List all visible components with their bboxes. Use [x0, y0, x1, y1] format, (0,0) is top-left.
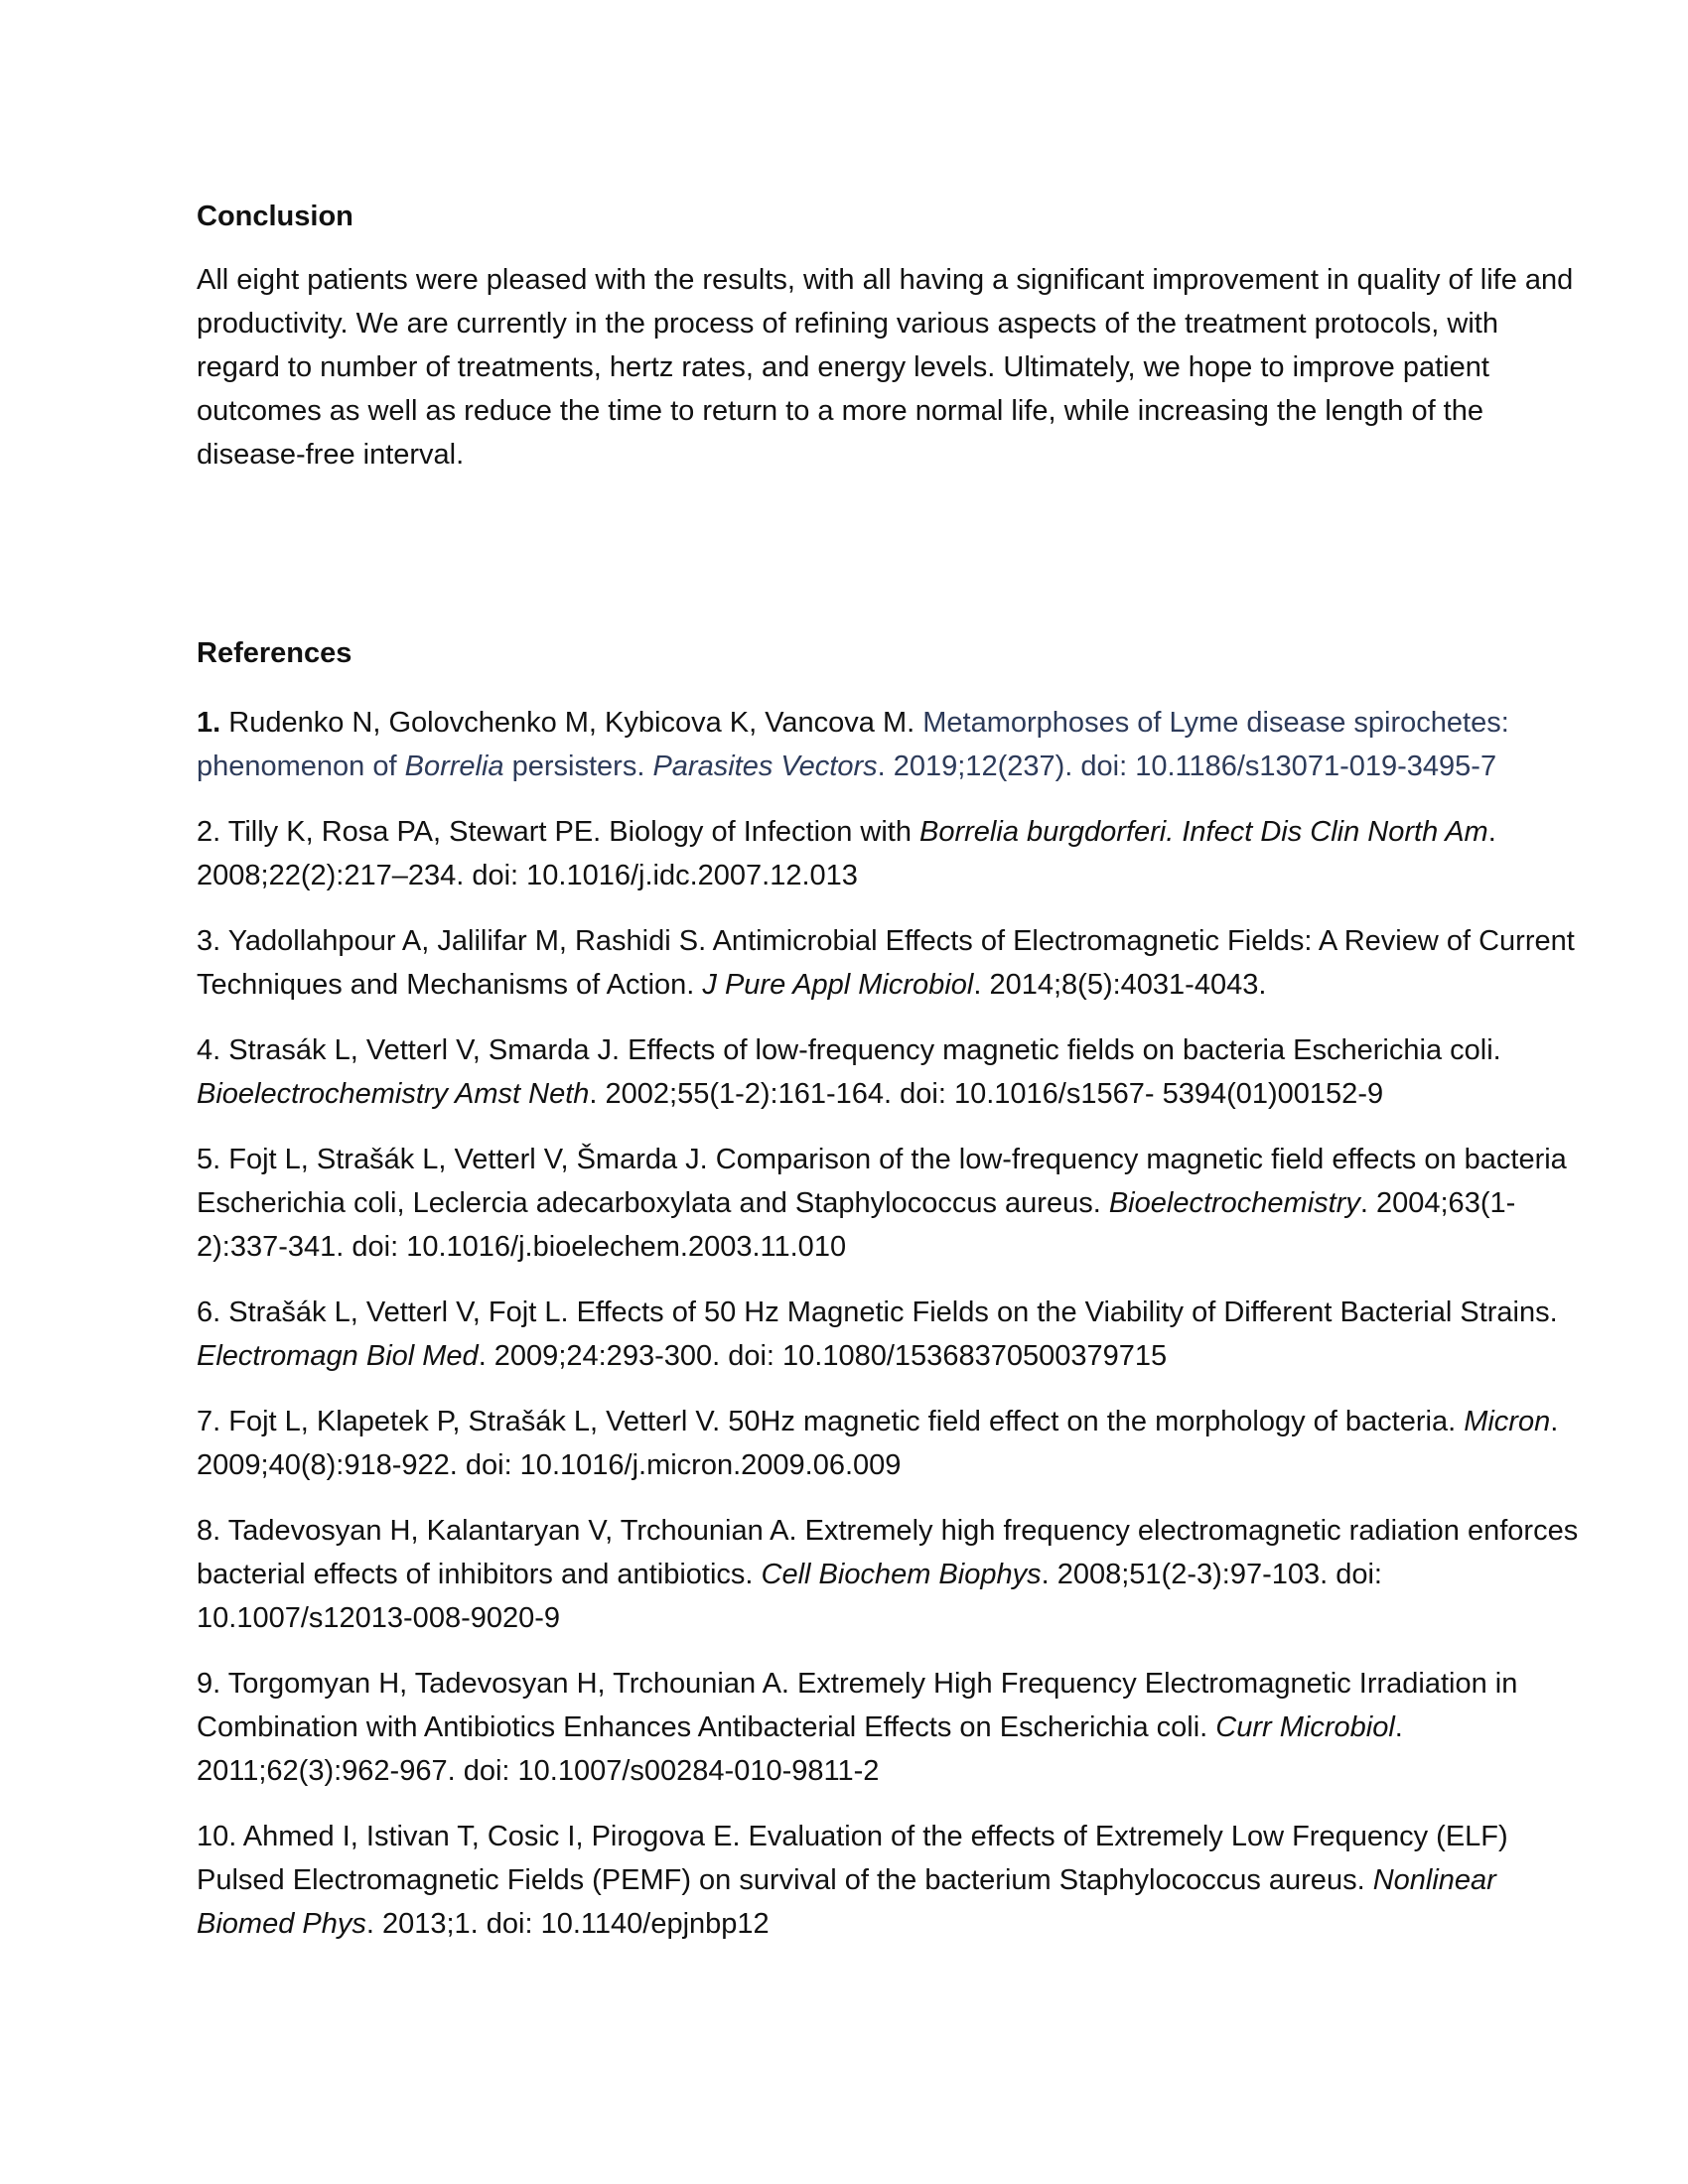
- reference-text: 8. Tadevosyan H, Kalantaryan V, Trchounian A. Extremely high frequency electromagnetic radiation enforces bacterial effects of inhibitors and antibiotics.: [197, 1515, 1579, 1590]
- reference-text: 6. Strašák L, Vetterl V, Fojt L. Effects of 50 Hz Magnetic Fields on the Viability of Different Bacterial Strains.: [197, 1297, 1558, 1328]
- reference-citation: . 2004;63(1-2):337-341. doi: 10.1016/j.bioelechem.2003.11.010: [197, 1187, 1516, 1263]
- reference-authors: Rudenko N, Golovchenko M, Kybicova K, Vancova M.: [220, 707, 923, 739]
- reference-citation: . 2009;24:293-300. doi: 10.1080/15368370500379715: [478, 1340, 1168, 1372]
- conclusion-section: [197, 195, 1587, 477]
- reference-journal: Curr Microbiol: [1215, 1711, 1395, 1743]
- reference-title-link-end[interactable]: persisters.: [503, 751, 653, 782]
- reference-journal[interactable]: Parasites Vectors: [652, 751, 878, 782]
- reference-list: [197, 701, 1587, 1968]
- reference-citation: . 2011;62(3):962-967. doi: 10.1007/s00284-010-9811-2: [197, 1711, 1403, 1787]
- reference-item-8: [197, 1509, 1587, 1640]
- conclusion-heading: Conclusion: [197, 201, 353, 232]
- references-heading: References: [197, 637, 352, 669]
- reference-journal: Borrelia burgdorferi. Infect Dis Clin North Am: [919, 816, 1488, 848]
- reference-text: 7. Fojt L, Klapetek P, Strašák L, Vetterl V. 50Hz magnetic field effect on the morphology of bacteria.: [197, 1406, 1465, 1437]
- reference-journal: Micron: [1464, 1406, 1551, 1437]
- reference-item-10: [197, 1815, 1587, 1946]
- reference-text: 9. Torgomyan H, Tadevosyan H, Trchounian A. Extremely High Frequency Electromagnetic Irradiation in Combination with Antibiotics Enhances Antibacterial Effects on Escherichia coli.: [197, 1668, 1518, 1743]
- reference-title-italic[interactable]: Borrelia: [404, 751, 504, 782]
- reference-item-7: [197, 1400, 1587, 1487]
- reference-text: 4. Strasák L, Vetterl V, Smarda J. Effects of low-frequency magnetic fields on bacteria Escherichia coli.: [197, 1034, 1501, 1066]
- reference-item-5: [197, 1138, 1587, 1269]
- reference-citation[interactable]: . 2019;12(237). doi: 10.1186/s13071-019-3495-7: [877, 751, 1497, 782]
- reference-journal: J Pure Appl Microbiol: [702, 969, 974, 1001]
- reference-item-9: [197, 1662, 1587, 1793]
- reference-citation: . 2013;1. doi: 10.1140/epjnbp12: [365, 1908, 770, 1940]
- reference-journal: Bioelectrochemistry: [1108, 1187, 1360, 1219]
- reference-citation: . 2008;22(2):217–234. doi: 10.1016/j.idc.2007.12.013: [197, 816, 1496, 891]
- reference-citation: . 2002;55(1-2):161-164. doi: 10.1016/s1567- 5394(01)00152-9: [589, 1078, 1384, 1110]
- page-content: [197, 195, 1587, 1940]
- reference-citation: . 2008;51(2-3):97-103. doi: 10.1007/s12013-008-9020-9: [197, 1559, 1382, 1634]
- reference-journal: Electromagn Biol Med: [197, 1340, 479, 1372]
- conclusion-paragraph: All eight patients were pleased with the results, with all having a significant improvement in quality of life and productivity. We are currently in the process of refining various aspects of the treatment protocols, with regard to number of treatments, hertz rates, and energy levels. Ultimately, we hope to improve patient outcomes as well as reduce the time to return to a more normal life, while increasing the length of the disease-free interval.: [197, 264, 1574, 471]
- reference-item-6: [197, 1291, 1587, 1378]
- reference-journal: Nonlinear Biomed Phys: [197, 1864, 1496, 1940]
- reference-item-1: [197, 701, 1587, 788]
- reference-item-4: [197, 1028, 1587, 1116]
- reference-citation: . 2014;8(5):4031-4043.: [973, 969, 1267, 1001]
- reference-item-3: [197, 919, 1587, 1007]
- reference-text: 3. Yadollahpour A, Jalilifar M, Rashidi S. Antimicrobial Effects of Electromagnetic Fields: A Review of Current Techniques and Mechanisms of Action.: [197, 925, 1575, 1001]
- reference-text: 5. Fojt L, Strašák L, Vetterl V, Šmarda J. Comparison of the low-frequency magnetic field effects on bacteria Escherichia coli, Leclercia adecarboxylata and Staphylococcus aureus.: [197, 1144, 1567, 1219]
- reference-text: 2. Tilly K, Rosa PA, Stewart PE. Biology of Infection with: [197, 816, 920, 848]
- reference-number: 1.: [197, 707, 221, 739]
- reference-text: 10. Ahmed I, Istivan T, Cosic I, Pirogova E. Evaluation of the effects of Extremely Low Frequency (ELF) Pulsed Electromagnetic Fields (PEMF) on survival of the bacterium Staphylococcus aureus.: [197, 1821, 1508, 1896]
- reference-citation: . 2009;40(8):918-922. doi: 10.1016/j.micron.2009.06.009: [197, 1406, 1559, 1481]
- reference-journal: Bioelectrochemistry Amst Neth: [197, 1078, 590, 1110]
- reference-journal: Cell Biochem Biophys: [761, 1559, 1042, 1590]
- reference-item-2: [197, 810, 1587, 897]
- reference-title-link[interactable]: Metamorphoses of Lyme disease spirochetes: phenomenon of: [197, 707, 1509, 782]
